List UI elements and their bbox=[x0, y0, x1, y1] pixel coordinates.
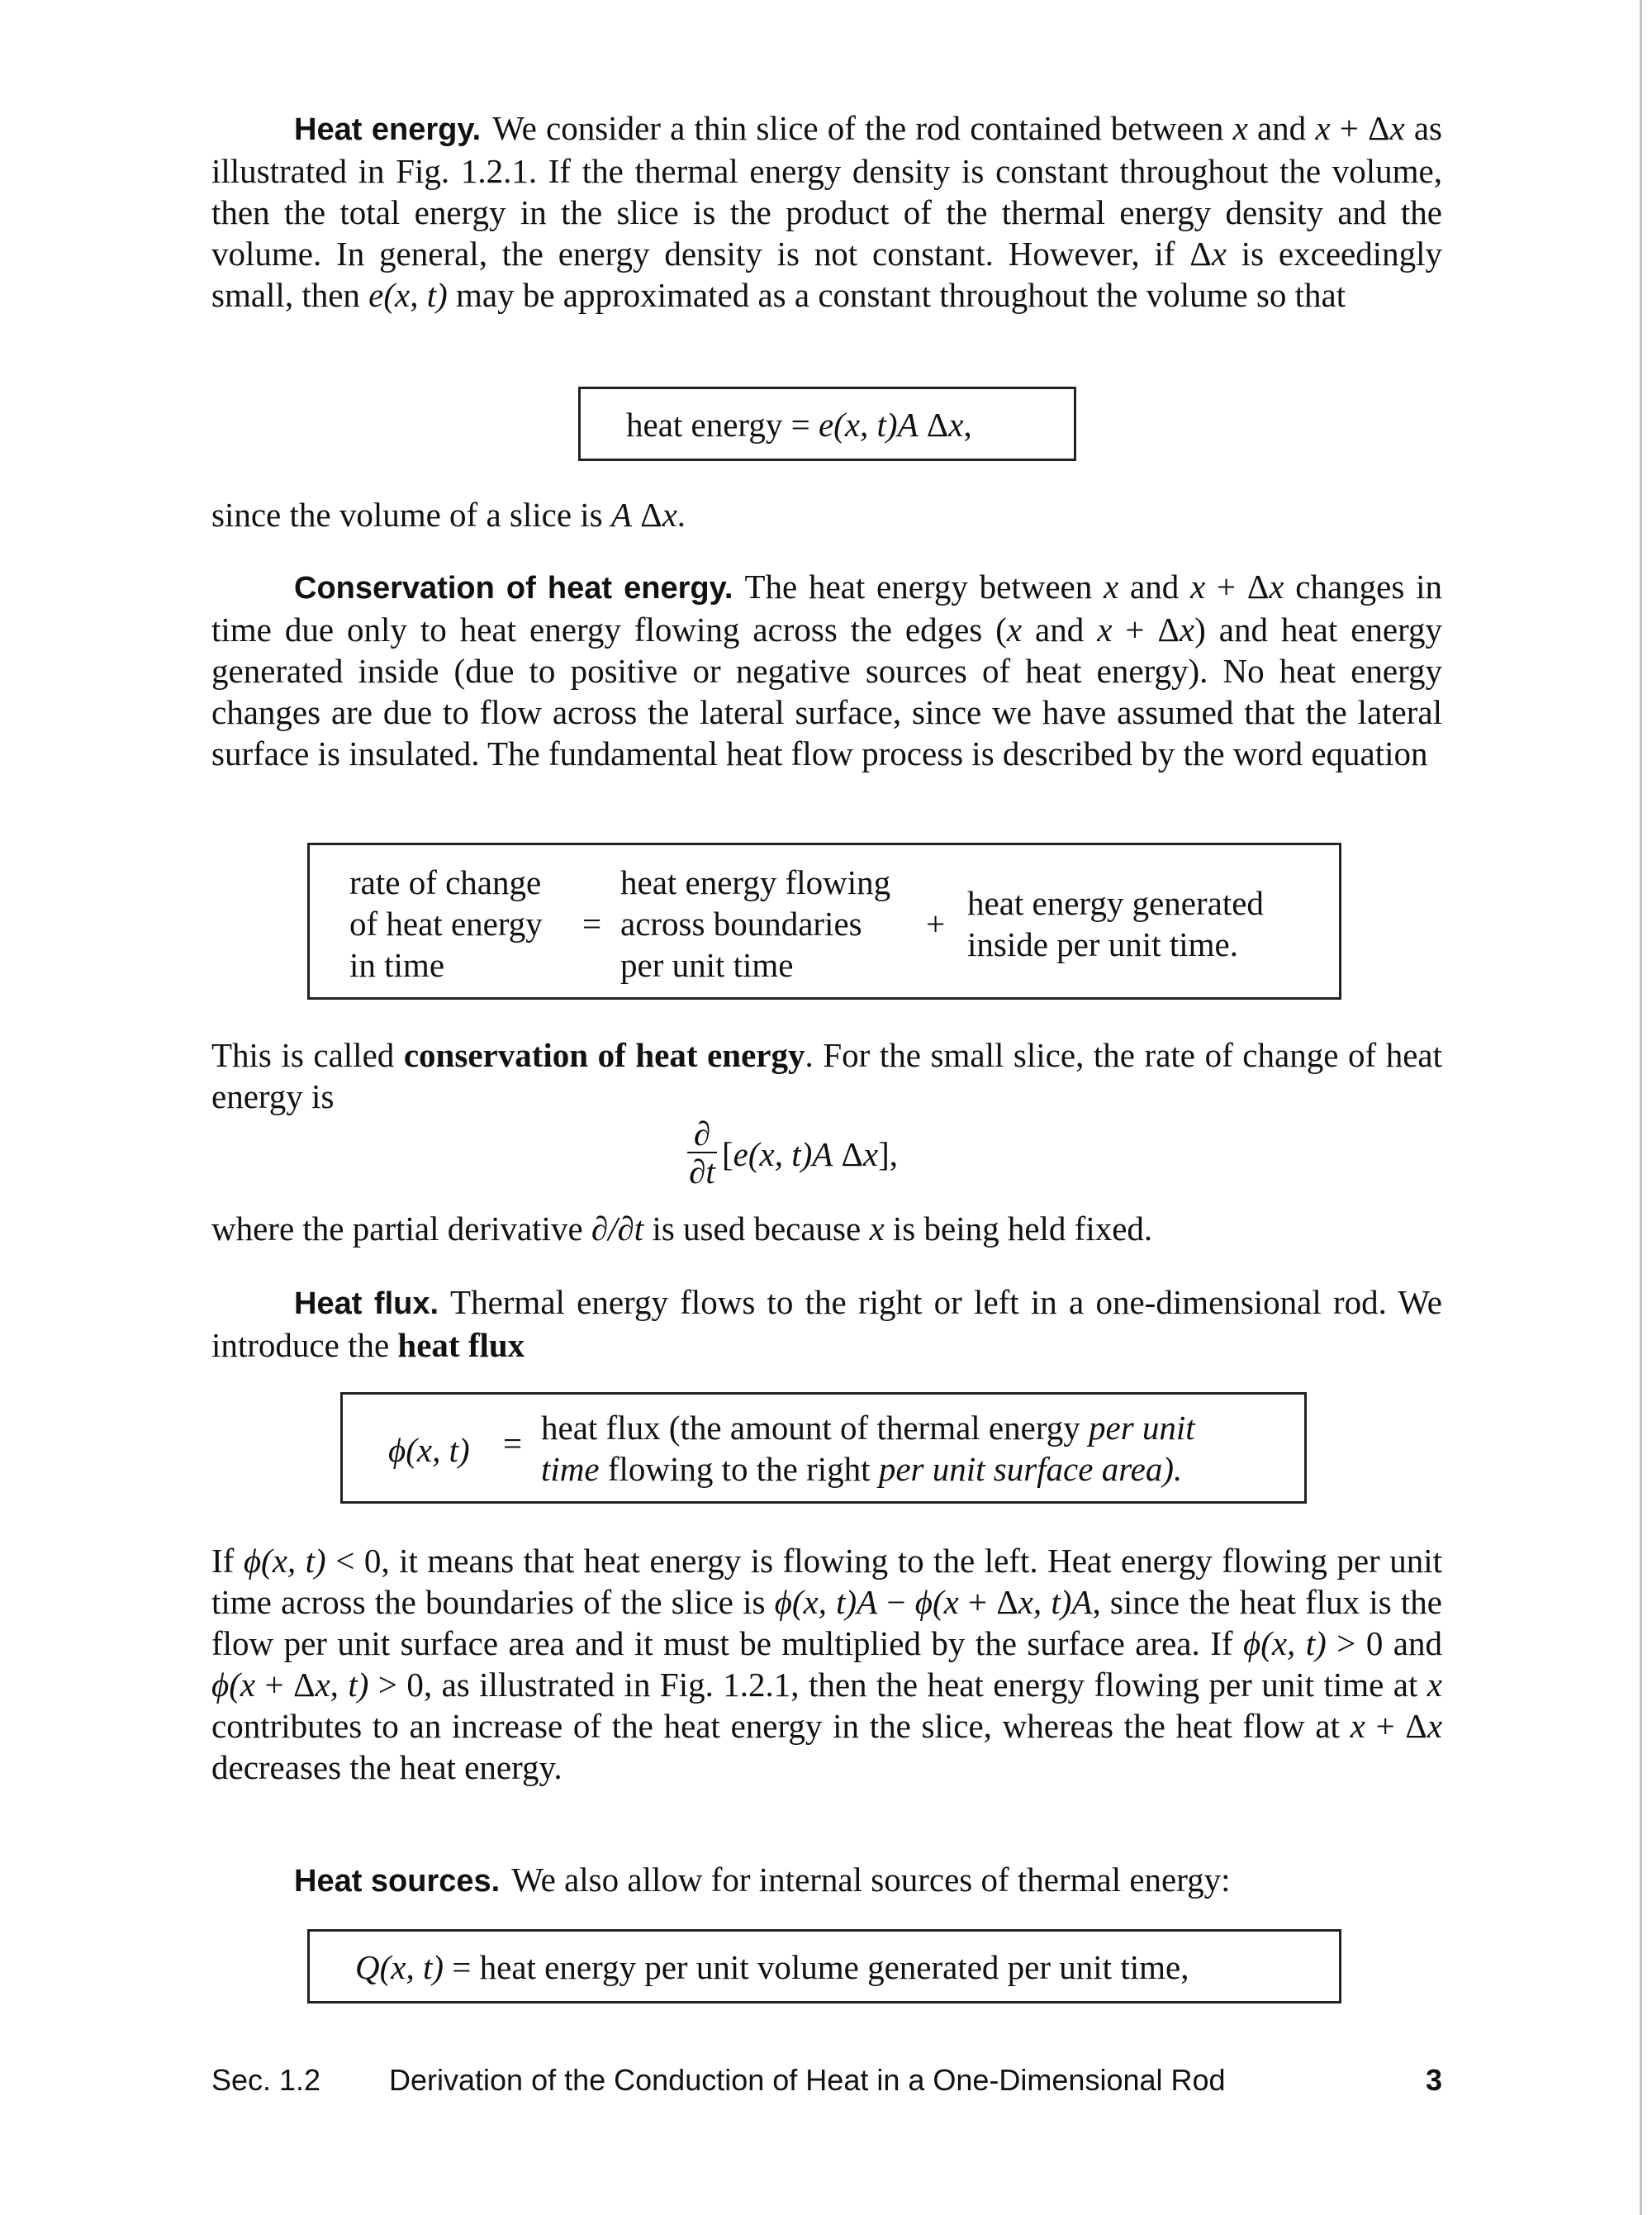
paragraph-heat-sources: Heat sources. We also allow for internal sources of thermal energy: bbox=[294, 1861, 1231, 1899]
paragraph-volume: since the volume of a slice is A Δx. bbox=[211, 496, 686, 534]
boxed-heat-source-definition: Q(x, t) = heat energy per unit volume generated per unit time, bbox=[307, 1929, 1341, 2003]
equation-derivative: ∂ ∂t [e(x, t)A Δx], bbox=[679, 1115, 1009, 1198]
boxed-equation-heat-energy: heat energy = e(x, t)A Δx, bbox=[578, 387, 1076, 461]
footer-title: Derivation of the Conduction of Heat in a One-Dimensional Rod bbox=[389, 2063, 1226, 2097]
paragraph-heat-energy: Heat energy. We consider a thin slice of the rod contained between x and x + Δx as illustrated in Fig. 1.2.1. If the thermal energy density is constant throughout the volume, then the total energy in the slice is the product of the thermal energy density and the volume. In general, the energy density is not constant. However, if Δx is exceedingly small, then e(x, t) may be approximated as a constant throughout the volume so that bbox=[211, 109, 1442, 314]
paragraph-partial-derivative: where the partial derivative ∂/∂t is used because x is being held fixed. bbox=[211, 1210, 1153, 1248]
boxed-heat-flux-definition: ϕ(x, t) = heat flux (the amount of thermal energy per unit time flowing to the right per unit surface area). bbox=[340, 1392, 1307, 1504]
heading-heat-flux: Heat flux. bbox=[294, 1286, 439, 1321]
heading-heat-energy: Heat energy. bbox=[294, 112, 482, 147]
paragraph-heat-flux: Heat flux. Thermal energy flows to the right or left in a one-dimensional rod. We introduce the heat flux bbox=[211, 1283, 1442, 1364]
footer-section: Sec. 1.2 bbox=[211, 2063, 321, 2097]
heading-heat-sources: Heat sources. bbox=[294, 1864, 501, 1899]
page-number: 3 bbox=[1425, 2063, 1442, 2097]
paragraph-conservation-called: This is called conservation of heat energy. For the small slice, the rate of change of heat energy is bbox=[211, 1036, 1442, 1115]
paragraph-flux-sign: If ϕ(x, t) < 0, it means that heat energy is flowing to the left. Heat energy flowing per unit time across the boundaries of the slice is ϕ(x, t)A − ϕ(x + Δx, t)A, since the heat flux is the flow per unit surface area and it must be multiplied by the surface area. If ϕ(x, t) > 0 and ϕ(x + Δx, t) > 0, as illustrated in Fig. 1.2.1, then the heat energy flowing per unit time at x contributes to an increase of the heat energy in the slice, whereas the heat flow at x + Δx decreases the heat energy. bbox=[211, 1542, 1443, 1786]
heading-conservation: Conservation of heat energy. bbox=[294, 571, 733, 606]
paragraph-conservation: Conservation of heat energy. The heat energy between x and x + Δx changes in time due only to heat energy flowing across the edges (x and x + Δx) and heat energy generated inside (due to positive or negative sources of heat energy). No heat energy changes are due to flow across the lateral surface, since we have assumed that the lateral surface is insulated. The fundamental heat flow process is described by the word equation bbox=[211, 568, 1443, 772]
scan-edge-line bbox=[1640, 0, 1642, 2215]
boxed-word-equation: rate of change of heat energy in time = heat energy flowing across boundaries per unit time + heat energy generated inside per unit time. bbox=[307, 843, 1341, 1000]
